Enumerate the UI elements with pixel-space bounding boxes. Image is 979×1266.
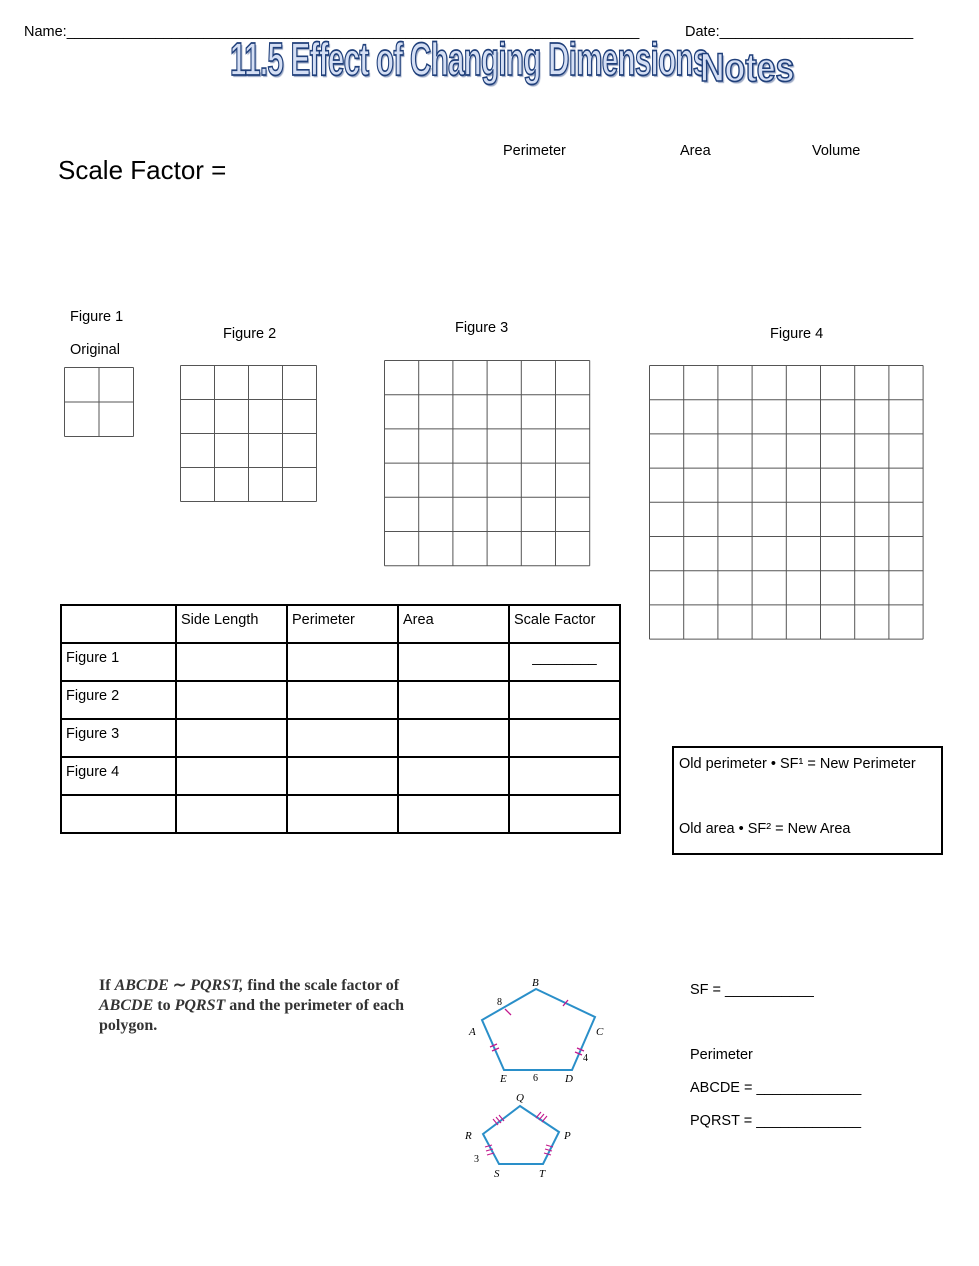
- date-field[interactable]: Date:________________________: [685, 24, 914, 40]
- pqrst-answer-field[interactable]: PQRST = _____________: [690, 1113, 862, 1129]
- table-cell[interactable]: [398, 795, 509, 833]
- table-cell: Figure 1: [61, 643, 176, 681]
- worksheet-title: [230, 34, 944, 90]
- figure1-label: Figure 1: [70, 309, 124, 325]
- figure4-label: Figure 4: [770, 326, 824, 342]
- vertex-q: Q: [516, 1092, 524, 1104]
- table-cell[interactable]: [287, 643, 398, 681]
- table-cell[interactable]: [509, 795, 620, 833]
- vertex-d: D: [565, 1073, 573, 1085]
- problem-part1: If: [99, 977, 115, 994]
- scale-factor-label: Scale Factor =: [58, 155, 227, 185]
- problem-part2: find the scale factor of: [243, 977, 400, 994]
- problem-part3: and the perimeter of each polygon.: [99, 997, 405, 1034]
- abcde-answer-field[interactable]: ABCDE = _____________: [690, 1080, 862, 1096]
- table-cell: Figure 3: [61, 719, 176, 757]
- problem-pqrst: PQRST,: [190, 977, 244, 994]
- notes-text: Notes: [700, 46, 795, 90]
- vertex-a: A: [469, 1026, 476, 1038]
- problem-pqrst2: PQRST: [174, 997, 226, 1014]
- table-cell[interactable]: [287, 795, 398, 833]
- table-header-cell: Side Length: [176, 605, 287, 643]
- name-field[interactable]: Name:_______________________________________________________________________: [24, 24, 640, 40]
- small-ticks: [485, 1112, 553, 1155]
- problem-text: [99, 976, 429, 1036]
- table-cell[interactable]: [509, 681, 620, 719]
- col-volume: Volume: [812, 143, 861, 159]
- side-label-3: 3: [474, 1154, 479, 1165]
- table-cell[interactable]: [176, 681, 287, 719]
- formula-box: [672, 746, 943, 855]
- figure3-grid: [384, 360, 592, 568]
- vertex-c: C: [596, 1026, 604, 1038]
- problem-to: to: [153, 997, 175, 1014]
- table-header-row: [61, 605, 620, 643]
- vertex-p: P: [564, 1130, 571, 1142]
- tick-ab: [505, 1009, 511, 1015]
- figure1-grid: [64, 367, 136, 437]
- figure3-label: Figure 3: [455, 320, 509, 336]
- figure1-original-label: Original: [70, 342, 120, 358]
- perimeter-answer-label: Perimeter: [690, 1047, 753, 1063]
- table-cell[interactable]: [176, 757, 287, 795]
- table-cell[interactable]: [287, 681, 398, 719]
- table-cell[interactable]: [398, 643, 509, 681]
- figure2-grid: [180, 365, 320, 504]
- side-label-6: 6: [533, 1073, 538, 1084]
- table-row: [61, 643, 620, 681]
- table-cell: [61, 795, 176, 833]
- area-formula: Old area • SF² = New Area: [679, 821, 851, 837]
- table-cell[interactable]: [176, 643, 287, 681]
- title-text: 11.5 Effect of Changing Dimensions: [230, 34, 709, 86]
- problem-abcde2: ABCDE: [99, 997, 154, 1014]
- table-cell[interactable]: ________: [509, 643, 620, 681]
- table-cell[interactable]: [398, 719, 509, 757]
- dimensions-table: [60, 604, 621, 834]
- table-header-cell: Perimeter: [287, 605, 398, 643]
- table-cell[interactable]: [398, 757, 509, 795]
- table-cell[interactable]: [398, 681, 509, 719]
- table-header-cell: Scale Factor: [509, 605, 620, 643]
- table-cell: Figure 4: [61, 757, 176, 795]
- sf-answer-field[interactable]: SF = ___________: [690, 982, 814, 998]
- col-area: Area: [680, 143, 711, 159]
- pentagon-diagram: [455, 975, 615, 1185]
- pentagon-pqrst: [483, 1106, 559, 1164]
- table-cell[interactable]: [176, 719, 287, 757]
- problem-sim: ∼: [168, 977, 191, 994]
- table-cell: Figure 2: [61, 681, 176, 719]
- side-label-8: 8: [497, 997, 502, 1008]
- table-row: [61, 795, 620, 833]
- table-header-cell: [61, 605, 176, 643]
- vertex-s: S: [494, 1168, 500, 1180]
- table-row: [61, 681, 620, 719]
- vertex-e: E: [500, 1073, 507, 1085]
- col-perimeter: Perimeter: [503, 143, 566, 159]
- vertex-t: T: [539, 1168, 546, 1180]
- table-cell[interactable]: [176, 795, 287, 833]
- table-row: [61, 757, 620, 795]
- table-cell[interactable]: [509, 757, 620, 795]
- table-cell[interactable]: [509, 719, 620, 757]
- table-row: [61, 719, 620, 757]
- figure4-grid: [649, 365, 925, 642]
- vertex-r: R: [465, 1130, 472, 1142]
- table-header-cell: Area: [398, 605, 509, 643]
- perimeter-formula: Old perimeter • SF¹ = New Perimeter: [679, 756, 916, 772]
- problem-abcde: ABCDE: [114, 977, 169, 994]
- side-label-4: 4: [583, 1053, 588, 1064]
- vertex-b: B: [532, 977, 539, 989]
- table-cell[interactable]: [287, 757, 398, 795]
- table-cell[interactable]: [287, 719, 398, 757]
- figure2-label: Figure 2: [223, 326, 277, 342]
